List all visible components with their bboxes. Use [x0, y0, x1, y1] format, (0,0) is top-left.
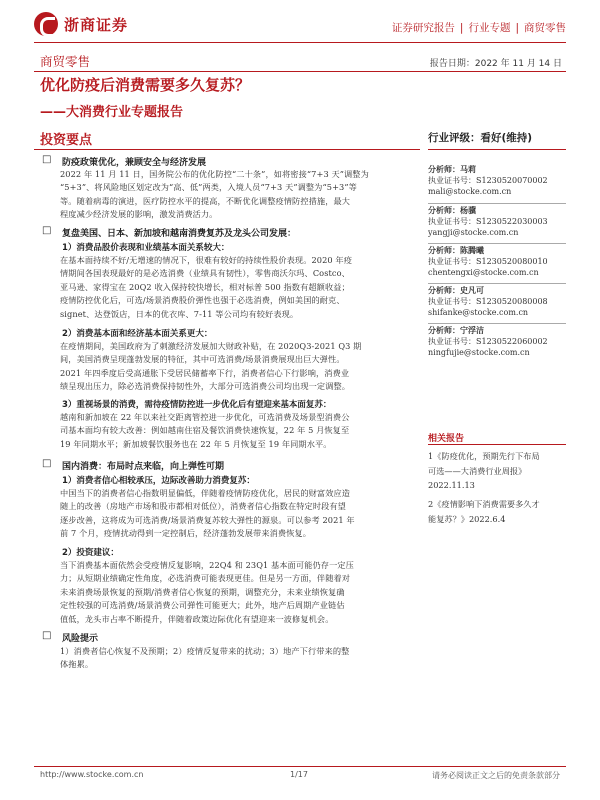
page-title: 优化防疫后消费需要多久复苏？	[40, 76, 251, 94]
paragraph: 越南和新加坡在 22 年以来社交距离管控进一步优化，可选消费及场景型消费公 司基本面均有较大改善：例如越南住宿及餐饮消费快速恢复，22 年 5 月恢复至 19 年同期水平；新加坡餐饮服务也在 22 年 5 月恢复至 19 年同期水平。	[60, 412, 350, 449]
analyst-card: 分析师：杨骥 执业证书号：S1230522030003 yangji@stocke.com.cn	[428, 206, 568, 238]
divider	[428, 243, 566, 244]
page-header	[34, 10, 566, 42]
related-report-link[interactable]: 1《防疫优化，预期先行下布局 可选——大消费行业周报》 2022.11.13	[428, 451, 540, 490]
sub-heading: 1）消费品股价表现和业绩基本面关系较大：	[62, 243, 230, 253]
analyst-email[interactable]: yangji@stocke.com.cn	[428, 227, 519, 237]
paragraph: 当下消费基本面依然会受疫情反复影响，22Q4 和 23Q1 基本面可能仍存一定压 力；从短期业绩确定性角度，必选消费可能表现更佳。但是另一方面，伴随着对 未来消费场景恢复的预期/消费者信心恢复的预期，调整充分，未来业绩恢复确 定性较强的可选消费/场景消费公司弹性可能更大；此外，地产后周期产业链估 值低，龙头市占率不断提升，伴随着政策边际优化有望迎来一波修复机会。	[60, 560, 354, 624]
sub-heading: 1）消费者信心相较承压，边际改善助力消费复苏：	[62, 476, 255, 486]
nav-sector: 商贸零售	[524, 22, 566, 34]
analyst-card: 分析师：陈腾曦 执业证书号：S1230520080010 chentengxi@stocke.com.cn	[428, 246, 568, 278]
analyst-card: 分析师：史凡可 执业证书号：S1230520080008 shifanke@stocke.com.cn	[428, 286, 568, 318]
related-reports-heading: 相关报告	[428, 434, 465, 444]
sub-heading: 2）消费基本面和经济基本面关系更大：	[62, 329, 213, 339]
footer-website[interactable]: http://www.stocke.com.cn	[40, 770, 144, 779]
paragraph: 2022 年 11 月 11 日，国务院公布的优化防控“二十条”，如将密接“7+3 天”调整为 “5+3”、将风险地区划定改为“高、低”两类，入境人员“7+3 天”调整为“5+3”等 等。随着病毒的演进，医疗防控水平的提高，不断优化调整疫情防控措施，最大 程度减少经济发展的影响，激发消费活力。	[60, 169, 369, 220]
analyst-card: 分析师：宁浮洁 执业证书号：S1230522060002 ningfujie@stocke.com.cn	[428, 326, 568, 358]
section-divider	[34, 149, 420, 150]
section-heading: 投资要点	[40, 133, 93, 148]
logo	[34, 12, 128, 36]
nav-topic: 行业专题	[468, 22, 511, 34]
logo-icon	[34, 12, 58, 36]
sub-heading: 2）投资建议：	[62, 548, 119, 558]
related-divider	[428, 444, 566, 445]
footer-divider	[34, 766, 566, 767]
divider	[428, 323, 566, 324]
bullet-heading: □ 风险提示	[42, 631, 98, 644]
report-date: 报告日期：2022 年 11 月 14 日	[429, 59, 562, 69]
nav-report-type: 证券研究报告	[391, 22, 455, 34]
bullet-heading: □ 复盘美国、日本、新加坡和越南消费复苏及龙头公司发展：	[42, 226, 296, 239]
page-number: 1/17	[290, 770, 308, 779]
header-divider	[34, 42, 566, 43]
logo-text: 浙商证券	[64, 15, 129, 34]
paragraph: 在基本面持续不好/无增速的情况下，很难有较好的持续性股价表现。2020 年疫 情期间各国表现最好的是必选消费（业绩具有韧性），零售商沃尔玛、Costco、 亚马逊、家得宝在 20Q2 收入保持较快增长，相对标普 500 指数有超额收益； 疫情防控优化后，可选/场景消费股价弹性也强于必选消费，例如美国的耐克、 signet、达登饭店，日本的优衣库、7-11 等公司均有较好表现。	[60, 255, 352, 319]
paragraph: 在疫情期间，美国政府为了刺激经济发展加大财政补贴，在 2020Q3-2021 Q3 期 间，美国消费呈现蓬勃发展的特征，其中可选消费/场景消费展现出巨大弹性。 2021 年四季度后受高通胀下受居民储蓄率下行，消费者信心下行影响，消费业 绩呈现出压力，除必选消费保持韧性外，大部分可选消费公司均出现一定调整。	[60, 341, 362, 392]
sub-heading: 3）重视场景的消费，需待疫情防控进一步优化后有望迎来基本面复苏：	[62, 400, 332, 410]
page-subtitle: ——大消费行业专题报告	[40, 105, 184, 120]
divider	[428, 283, 566, 284]
bullet-heading: □ 防疫政策优化，兼顾安全与经济发展	[42, 155, 206, 168]
analyst-email[interactable]: chentengxi@stocke.com.cn	[428, 267, 539, 277]
related-report-link[interactable]: 2《疫情影响下消费需要多久才 能复苏？》2022.6.4	[428, 499, 540, 524]
rating-divider	[428, 149, 566, 150]
sector-label: 商贸零售	[40, 54, 91, 69]
analyst-card: 分析师：马莉 执业证书号：S1230520070002 mali@stocke.com.cn	[428, 165, 568, 197]
divider	[428, 203, 566, 204]
bullet-heading: □ 国内消费：布局时点来临，向上弹性可期	[42, 459, 224, 472]
title-divider	[34, 71, 566, 72]
paragraph: 中国当下的消费者信心指数明显偏低，伴随着疫情防疫优化，居民的财富效应造 随上的改善（房地产市场和股市都相对低位），消费者信心指数在特定时段有望 逐步改善，这将成为可选消费/场景消费复苏较大弹性的源泉。可以参考 2021 年 前 7 个月，疫情扰动得到一定控制后，经济蓬勃发展带来消费恢复。	[60, 488, 355, 539]
footer-disclaimer: 请务必阅读正文之后的免责条款部分	[432, 771, 560, 780]
paragraph: 1）消费者信心恢复不及预期；2）疫情反复带来的扰动；3）地产下行带来的整 体拖累。	[60, 646, 350, 670]
analyst-email[interactable]: mali@stocke.com.cn	[428, 186, 512, 196]
analyst-email[interactable]: shifanke@stocke.com.cn	[428, 307, 529, 317]
industry-rating: 行业评级：看好(维持)	[428, 132, 533, 144]
analyst-email[interactable]: ningfujie@stocke.com.cn	[428, 347, 530, 357]
header-nav: 证券研究报告 | 行业专题 | 商贸零售	[391, 22, 566, 34]
